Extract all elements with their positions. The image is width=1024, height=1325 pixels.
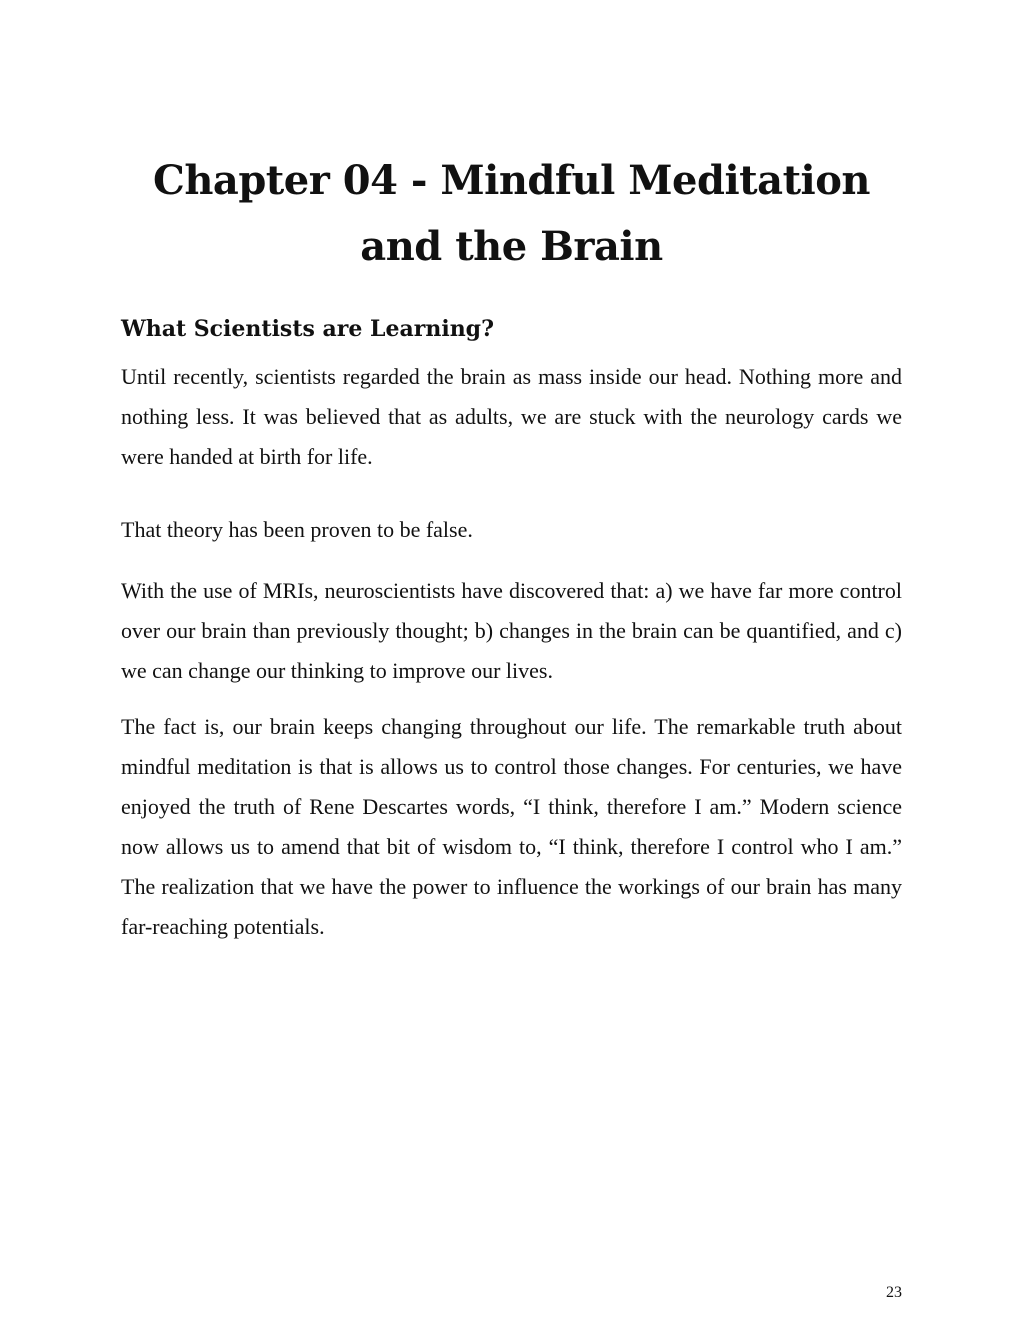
page-number: 23 <box>886 1284 902 1301</box>
body-paragraph: That theory has been proven to be false. <box>121 517 473 542</box>
body-paragraph: Until recently, scientists regarded the brain as mass inside our head. Nothing more and nothing less. It was believed that as adults, we are stuck with the neurology cards we were handed at birth for life. <box>121 364 902 469</box>
section-heading: What Scientists are Learning? <box>121 316 494 342</box>
chapter-title: Chapter 04 - Mindful Meditation and the Brain <box>153 157 870 270</box>
body-paragraph: With the use of MRIs, neuroscientists have discovered that: a) we have far more control over our brain than previously thought; b) changes in the brain can be quantified, and c) we can change our thinking to improve our lives. <box>121 578 902 683</box>
document-page <box>121 0 902 1325</box>
body-paragraph: The fact is, our brain keeps changing throughout our life. The remarkable truth about mindful meditation is that is allows us to control those changes. For centuries, we have enjoyed the truth of Rene Descartes words, “I think, therefore I am.” Modern science now allows us to amend that bit of wisdom to, “I think, therefore I control who I am.” The realization that we have the power to influence the workings of our brain has many far-reaching potentials. <box>121 714 902 939</box>
